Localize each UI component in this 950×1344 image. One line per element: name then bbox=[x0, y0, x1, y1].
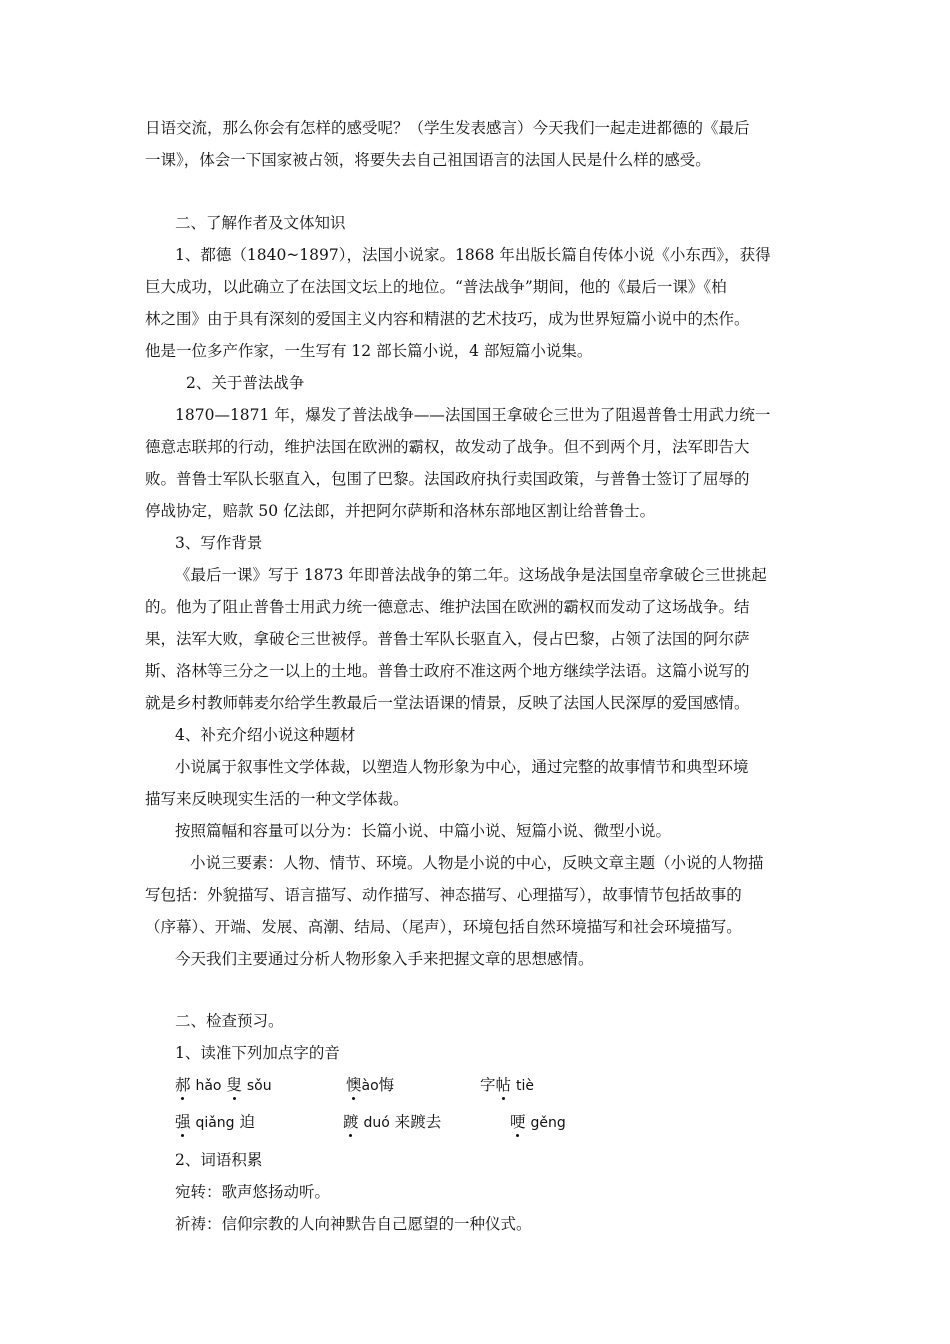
paragraph-line: 他是一位多产作家，一生写有 12 部长篇小说，4 部短篇小说集。 bbox=[145, 342, 593, 360]
paragraph-line: 写包括：外貌描写、语言描写、动作描写、神态描写、心理描写），故事情节包括故事的 bbox=[145, 886, 742, 904]
vocab-line: 祈祷：信仰宗教的人向神默告自己愿望的一种仪式。 bbox=[175, 1215, 532, 1233]
dotted-char: 强 bbox=[175, 1113, 191, 1131]
dotted-char: 郝 bbox=[175, 1076, 191, 1094]
subheading: 4、补充介绍小说这种题材 bbox=[175, 726, 356, 744]
dotted-char: 叟 bbox=[226, 1076, 242, 1094]
dotted-char: 懊 bbox=[346, 1076, 362, 1094]
paragraph-line: 《最后一课》写于 1873 年即普法战争的第二年。这场战争是法国皇帝拿破仑三世挑起 bbox=[175, 566, 767, 584]
paragraph-line: 1870—1871 年，爆发了普法战争——法国国王拿破仑三世为了阻遏普鲁士用武力统一 bbox=[175, 406, 771, 424]
paragraph-line: 林之围》由于具有深刻的爱国主义内容和精湛的艺术技巧，成为世界短篇小说中的杰作。 bbox=[145, 310, 750, 328]
subheading: 2、词语积累 bbox=[175, 1151, 263, 1169]
paragraph-line: 1、都德（1840~1897），法国小说家。1868 年出版长篇自传体小说《小东西》，获得 bbox=[175, 246, 771, 264]
paragraph-line: 按照篇幅和容量可以分为：长篇小说、中篇小说、短篇小说、微型小说。 bbox=[175, 822, 672, 840]
pinyin: hǎo bbox=[195, 1078, 222, 1094]
paragraph-line: 败。普鲁士军队长驱直入，包围了巴黎。法国政府执行卖国政策，与普鲁士签订了屈辱的 bbox=[145, 470, 750, 488]
paragraph-line: 小说属于叙事性文学体裁，以塑造人物形象为中心，通过完整的故事情节和典型环境 bbox=[175, 758, 749, 776]
paragraph-line: 描写来反映现实生活的一种文学体裁。 bbox=[145, 790, 409, 808]
dotted-char: 踱 bbox=[343, 1113, 359, 1131]
dotted-char: 帖 bbox=[495, 1076, 512, 1094]
subheading: 2、关于普法战争 bbox=[186, 374, 305, 392]
paragraph-line: （序幕）、开端、发展、高潮、结局、（尾声），环境包括自然环境描写和社会环境描写。 bbox=[145, 918, 742, 936]
word-rest: 悔 bbox=[378, 1076, 395, 1094]
subheading: 1、读准下列加点字的音 bbox=[175, 1044, 340, 1062]
section-heading: 二、检查预习。 bbox=[175, 1012, 284, 1030]
word-rest: 迫 bbox=[239, 1113, 256, 1131]
paragraph-line: 果，法军大败，拿破仑三世被俘。普鲁士军队长驱直入，侵占巴黎，占领了法国的阿尔萨 bbox=[145, 630, 750, 648]
pinyin: tiè bbox=[515, 1078, 534, 1094]
pinyin: gěng bbox=[530, 1115, 566, 1131]
pinyin: sǒu bbox=[246, 1078, 272, 1094]
vocab-line: 宛转：歌声悠扬动听。 bbox=[175, 1183, 331, 1201]
pronunciation-item bbox=[343, 1112, 441, 1133]
paragraph-line: 的。他为了阻止普鲁士用武力统一德意志、维护法国在欧洲的霸权而发动了这场战争。结 bbox=[145, 598, 750, 616]
paragraph-line: 巨大成功，以此确立了在法国文坛上的地位。“普法战争”期间，他的《最后一课》《柏 bbox=[145, 278, 727, 296]
paragraph-line: 德意志联邦的行动，维护法国在欧洲的霸权，故发动了战争。但不到两个月，法军即告大 bbox=[145, 438, 750, 456]
pronunciation-item bbox=[175, 1075, 272, 1096]
paragraph-line: 停战协定，赔款 50 亿法郎，并把阿尔萨斯和洛林东部地区割让给普鲁士。 bbox=[145, 502, 656, 520]
paragraph-line: 斯、洛林等三分之一以上的土地。普鲁士政府不准这两个地方继续学法语。这篇小说写的 bbox=[145, 662, 750, 680]
paragraph-line: 就是乡村教师韩麦尔给学生教最后一堂法语课的情景，反映了法国人民深厚的爱国感情。 bbox=[145, 694, 750, 712]
pronunciation-item bbox=[175, 1112, 255, 1133]
pronunciation-item bbox=[480, 1075, 534, 1096]
pronunciation-item bbox=[510, 1112, 566, 1133]
pronunciation-item bbox=[346, 1075, 394, 1096]
paragraph-line: 小说三要素：人物、情节、环境。人物是小说的中心，反映文章主题（小说的人物描 bbox=[190, 854, 764, 872]
paragraph-line: 今天我们主要通过分析人物形象入手来把握文章的思想感情。 bbox=[175, 950, 594, 968]
pinyin: ào bbox=[361, 1078, 379, 1094]
intro-line: 日语交流，那么你会有怎样的感受呢？（学生发表感言）今天我们一起走进都德的《最后 bbox=[145, 119, 750, 137]
intro-line: 一课》，体会一下国家被占领，将要失去自己祖国语言的法国人民是什么样的感受。 bbox=[145, 151, 711, 169]
dotted-char: 哽 bbox=[510, 1113, 526, 1131]
subheading: 3、写作背景 bbox=[175, 534, 263, 552]
pinyin: qiǎng bbox=[195, 1115, 235, 1131]
word-rest: 来踱去 bbox=[394, 1113, 442, 1131]
section-heading: 二、了解作者及文体知识 bbox=[175, 214, 346, 232]
pinyin: duó bbox=[363, 1115, 390, 1131]
word-prefix: 字 bbox=[480, 1076, 496, 1094]
